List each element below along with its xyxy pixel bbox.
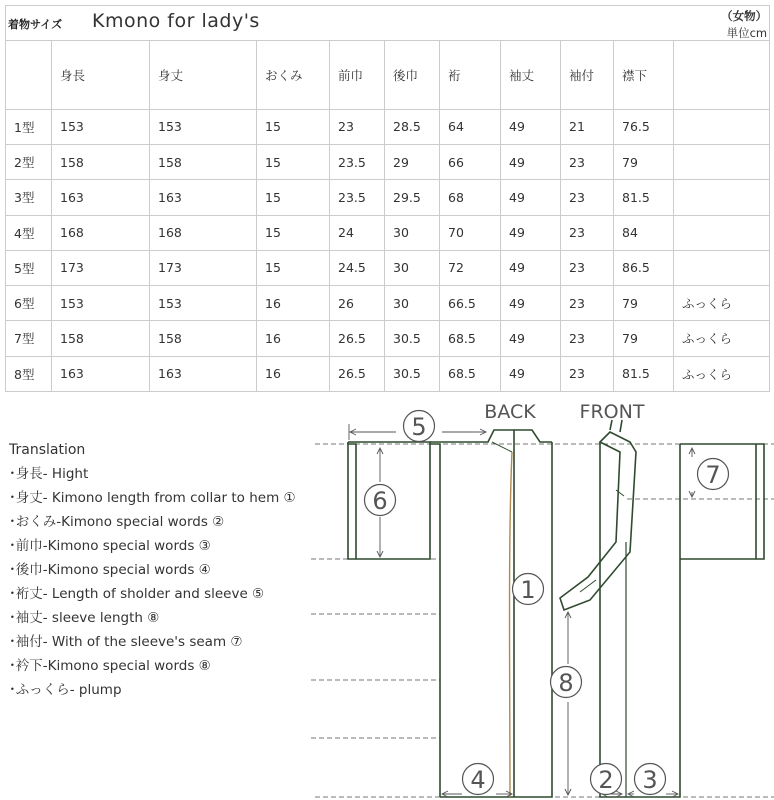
- table-cell: 163: [52, 356, 150, 391]
- table-cell: 70: [440, 215, 501, 250]
- row-label-cell: 4型: [6, 215, 52, 250]
- measure-arrows: [349, 424, 695, 797]
- table-cell: 79: [614, 321, 674, 356]
- table-cell: 30: [385, 286, 440, 321]
- table-cell: 79: [614, 145, 674, 180]
- table-cell: 29: [385, 145, 440, 180]
- column-header: 袖丈: [501, 41, 561, 109]
- table-cell: 30: [385, 215, 440, 250]
- marker-3: [635, 764, 666, 795]
- column-header: 身丈: [150, 41, 257, 109]
- table-cell: [674, 250, 770, 285]
- table-cell: 23: [561, 250, 614, 285]
- table-cell: 81.5: [614, 356, 674, 391]
- translation-item: ･袖丈- sleeve length ⑧: [9, 610, 160, 626]
- table-cell: 158: [150, 145, 257, 180]
- translation-item: ･身長- Hight: [9, 466, 89, 482]
- table-row: [6, 321, 770, 356]
- table-cell: 153: [150, 286, 257, 321]
- table-cell: 24.5: [330, 250, 385, 285]
- column-header: 前巾: [330, 41, 385, 109]
- table-cell: 23: [330, 109, 385, 144]
- table-cell: 76.5: [614, 109, 674, 144]
- table-cell: 49: [501, 215, 561, 250]
- table-cell: [674, 145, 770, 180]
- table-cell: 64: [440, 109, 501, 144]
- table-cell: 26.5: [330, 356, 385, 391]
- table-cell: 153: [52, 286, 150, 321]
- table-cell: 49: [501, 250, 561, 285]
- table-cell: 28.5: [385, 109, 440, 144]
- column-header: 身長: [52, 41, 150, 109]
- table-cell: 23: [561, 180, 614, 215]
- table-cell: 163: [150, 356, 257, 391]
- front-label: FRONT: [579, 401, 645, 423]
- marker-5-number: 5: [411, 413, 427, 441]
- table-row: [6, 356, 770, 391]
- row-label-cell: 5型: [6, 250, 52, 285]
- table-row: [6, 145, 770, 180]
- translation-item: ･衿下-Kimono special words ⑧: [9, 658, 211, 674]
- table-cell: 15: [257, 180, 330, 215]
- table-cell: 158: [150, 321, 257, 356]
- table-cell: 68: [440, 180, 501, 215]
- table-cell: 66: [440, 145, 501, 180]
- table-cell: 49: [501, 286, 561, 321]
- table-cell: 15: [257, 109, 330, 144]
- table-cell: 23: [561, 321, 614, 356]
- marker-2-number: 2: [598, 766, 614, 794]
- table-title-row: [6, 6, 770, 41]
- table-cell: 81.5: [614, 180, 674, 215]
- table-cell: 153: [150, 109, 257, 144]
- table-cell: ふっくら: [674, 356, 770, 391]
- marker-8-number: 8: [558, 669, 574, 697]
- table-cell: 173: [150, 250, 257, 285]
- table-cell: 15: [257, 215, 330, 250]
- table-cell: 29.5: [385, 180, 440, 215]
- table-label: 着物サイズ: [8, 17, 63, 31]
- table-cell: 23: [561, 356, 614, 391]
- row-label-cell: 8型: [6, 356, 52, 391]
- column-header: おくみ: [257, 41, 330, 109]
- table-cell: 23: [561, 215, 614, 250]
- translation-heading: Translation: [9, 442, 86, 458]
- table-cell: 30.5: [385, 356, 440, 391]
- table-cell: 26: [330, 286, 385, 321]
- column-header: 後巾: [385, 41, 440, 109]
- kimono-front-outline: [560, 420, 764, 797]
- table-cell: [674, 109, 770, 144]
- table-cell: 168: [150, 215, 257, 250]
- table-body: [6, 6, 770, 392]
- row-label-cell: 6型: [6, 286, 52, 321]
- table-cell: ふっくら: [674, 321, 770, 356]
- marker-3-number: 3: [642, 766, 658, 794]
- table-cell: 72: [440, 250, 501, 285]
- table-header-row: [6, 41, 770, 109]
- translation-item: ･おくみ-Kimono special words ②: [9, 514, 225, 530]
- table-row: [6, 215, 770, 250]
- translation-item: ･前巾-Kimono special words ③: [9, 538, 211, 554]
- column-header: [674, 41, 770, 109]
- table-cell: 153: [52, 109, 150, 144]
- marker-6: [365, 485, 396, 516]
- translation-item: ･裄丈- Length of sholder and sleeve ⑤: [9, 586, 265, 602]
- marker-1-number: 1: [520, 576, 536, 604]
- table-row: [6, 286, 770, 321]
- table-unit-note: 単位cm: [726, 25, 768, 40]
- table-cell: 24: [330, 215, 385, 250]
- table-cell: 168: [52, 215, 150, 250]
- marker-1: [513, 574, 544, 605]
- table-cell: 158: [52, 145, 150, 180]
- table-cell: 66.5: [440, 286, 501, 321]
- table-cell: 16: [257, 286, 330, 321]
- table-cell: 30: [385, 250, 440, 285]
- table-cell: 23.5: [330, 145, 385, 180]
- size-table: [5, 5, 770, 392]
- table-row: [6, 109, 770, 144]
- table-cell: 15: [257, 145, 330, 180]
- table-cell: 49: [501, 145, 561, 180]
- table-cell: 16: [257, 321, 330, 356]
- column-header: 袖付: [561, 41, 614, 109]
- table-cell: 49: [501, 109, 561, 144]
- marker-8: [551, 667, 582, 698]
- marker-4-number: 4: [470, 766, 486, 794]
- table-cell: 26.5: [330, 321, 385, 356]
- table-gender-note: （女物）: [721, 8, 768, 23]
- column-header: [6, 41, 52, 109]
- row-label-cell: 2型: [6, 145, 52, 180]
- translation-item: ･袖付- With of the sleeve's seam ⑦: [9, 634, 243, 650]
- row-label-cell: 3型: [6, 180, 52, 215]
- table-cell: 68.5: [440, 321, 501, 356]
- table-cell: 49: [501, 321, 561, 356]
- back-label: BACK: [484, 401, 536, 423]
- table-cell: 173: [52, 250, 150, 285]
- row-label-cell: 7型: [6, 321, 52, 356]
- table-cell: ふっくら: [674, 286, 770, 321]
- table-cell: [674, 180, 770, 215]
- table-cell: 23: [561, 145, 614, 180]
- marker-4: [463, 764, 494, 795]
- marker-2: [591, 764, 622, 795]
- table-cell: 158: [52, 321, 150, 356]
- table-cell: 23.5: [330, 180, 385, 215]
- translation-item: ･後巾-Kimono special words ④: [9, 562, 211, 578]
- table-cell: 79: [614, 286, 674, 321]
- table-cell: 84: [614, 215, 674, 250]
- table-cell: 16: [257, 356, 330, 391]
- marker-6-number: 6: [372, 487, 388, 515]
- column-header: 裄: [440, 41, 501, 109]
- table-title: Kmono for lady's: [92, 9, 260, 32]
- table-cell: 68.5: [440, 356, 501, 391]
- table-cell: 21: [561, 109, 614, 144]
- table-row: [6, 250, 770, 285]
- row-label-cell: 1型: [6, 109, 52, 144]
- table-cell: 163: [150, 180, 257, 215]
- table-cell: 86.5: [614, 250, 674, 285]
- table-row: [6, 180, 770, 215]
- translation-item: ･ふっくら- plump: [9, 682, 122, 698]
- table-cell: [674, 215, 770, 250]
- translation-item: ･身丈- Kimono length from collar to hem ①: [9, 490, 296, 506]
- table-cell: 49: [501, 356, 561, 391]
- column-header: 襟下: [614, 41, 674, 109]
- table-cell: 163: [52, 180, 150, 215]
- table-cell: 30.5: [385, 321, 440, 356]
- kimono-diagram: [0, 392, 774, 800]
- collar-to-hem-line: [510, 452, 513, 797]
- marker-5: [404, 411, 435, 442]
- table-cell: 15: [257, 250, 330, 285]
- table-cell: 49: [501, 180, 561, 215]
- marker-7: [698, 459, 729, 490]
- marker-7-number: 7: [705, 461, 721, 489]
- table-cell: 23: [561, 286, 614, 321]
